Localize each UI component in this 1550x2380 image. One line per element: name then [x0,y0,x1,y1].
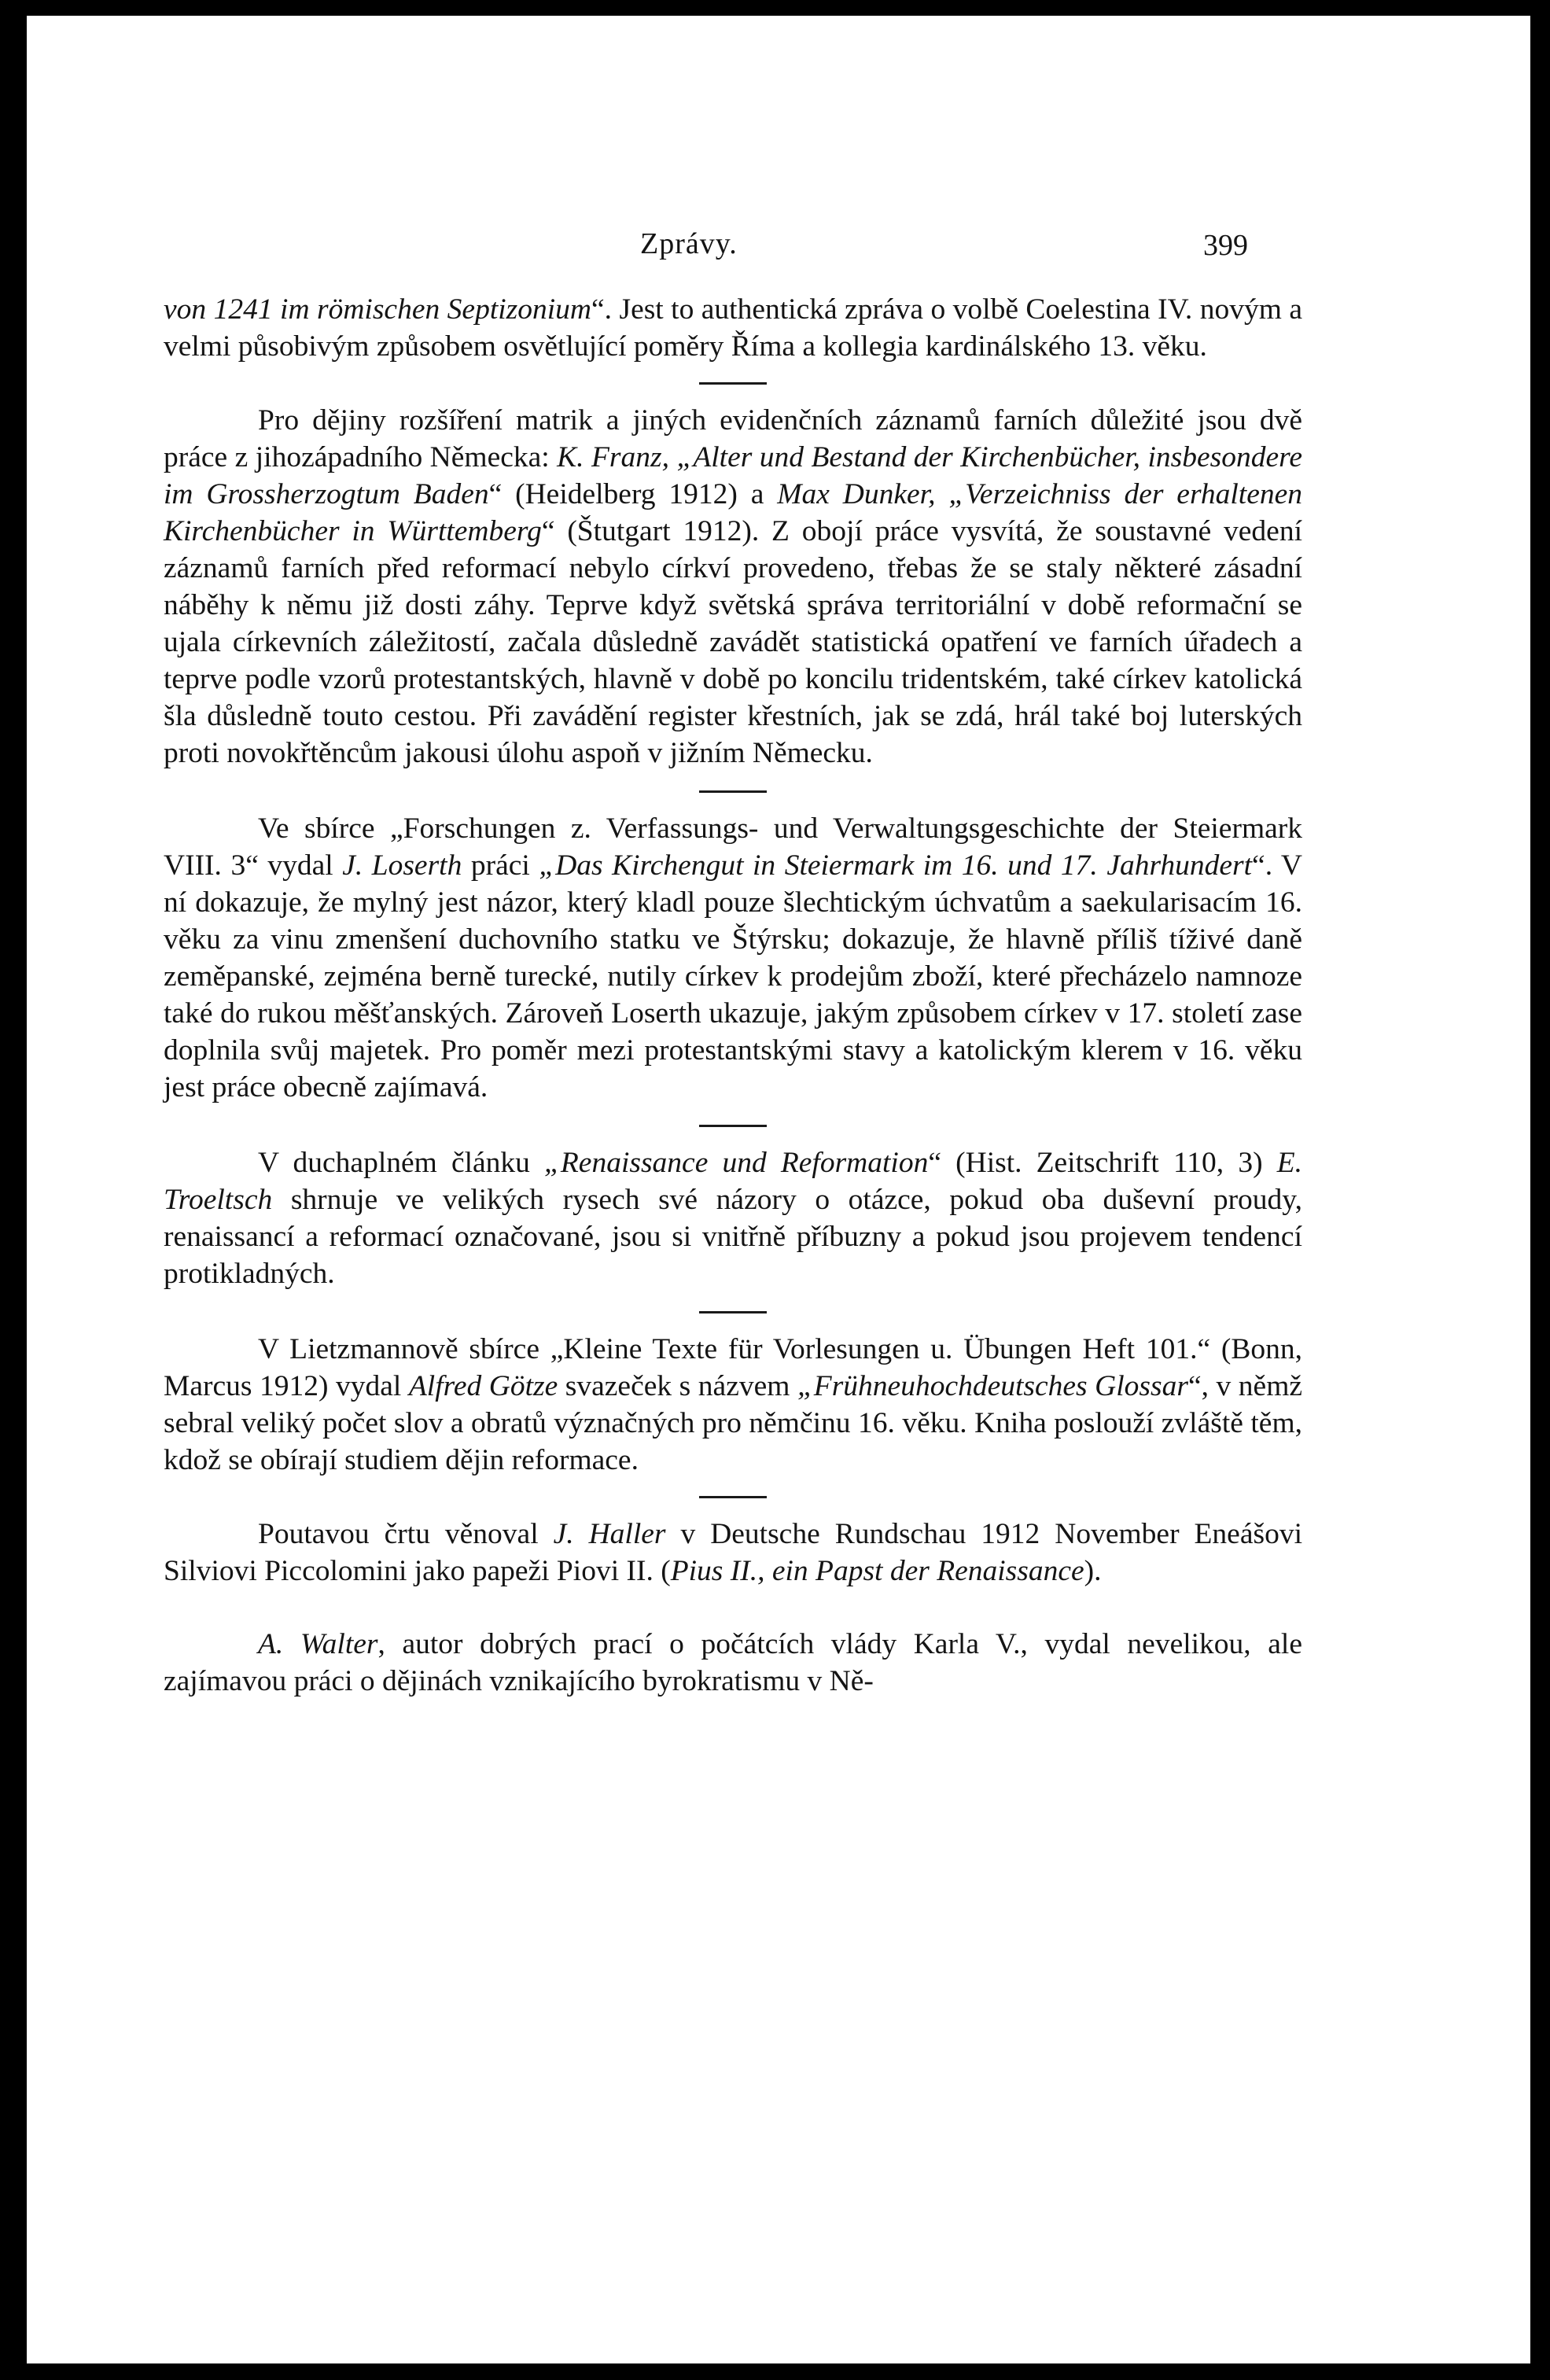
section-separator [699,790,767,793]
paragraph-septizonium [164,291,1302,365]
italic-author-loserth: J. Loserth [342,849,462,882]
paragraph-text: V duchaplném článku [258,1147,545,1179]
page-number: 399 [1203,229,1248,262]
section-separator [699,1496,767,1498]
paragraph-loserth [164,810,1302,1106]
paragraph-text: v Deutsche Rundschau 1912 November Eneášovi Silviovi Piccolomini jako papeži Piovi II. ( [164,1518,1302,1587]
italic-title-pius: Pius II., ein Papst der Renaissance [670,1555,1084,1587]
section-separator [699,1311,767,1313]
italic-title: von 1241 im römischen Septizonium [164,293,591,326]
article-body [164,291,1302,1700]
paragraph-text: svazeček s názvem [558,1370,797,1402]
paragraph-text: “ (Hist. Zeitschrift 110, 3) [928,1147,1277,1179]
paragraph-haller [164,1516,1302,1590]
italic-author-gotze: Alfred Götze [408,1370,558,1402]
paragraph-text: , autor dobrých prací o počátcích vlády Karla V., vydal nevelikou, ale zajímavou práci o dějinách vznikajícího byrokratismu v Ně- [164,1628,1302,1697]
section-separator [699,1125,767,1127]
paragraph-text: “, v němž sebral veliký počet slov a obratů význačných pro němčinu 16. věku. Kniha poslouží zvláště těm, kdož se obírají studiem dějin reformace. [164,1370,1303,1476]
running-title: Zprávy. [640,227,738,260]
paragraph-text: “. Jest to authentická zpráva o volbě Coelestina IV. novým a velmi působivým způsobem osvětlující poměry Říma a kollegia kardinálského 13. věku. [164,293,1302,363]
paragraph-text: Pro dějiny rozšíření matrik a jiných evidenčních záznamů farních důležité jsou dvě práce z jihozápadního Německa: [164,404,1302,473]
paragraph-text: Poutavou črtu věnoval [258,1518,554,1550]
paragraph-text: práci [462,849,539,882]
paragraph-troeltsch [164,1144,1302,1292]
italic-title-renaissance: „Renaissance und Reformation [544,1147,929,1179]
italic-title-glossar: „Frühneuhochdeutsches Glossar [797,1370,1188,1402]
italic-citation-franz: K. Franz, „Alter und Bestand der Kirchenbücher, insbesondere im Grossherzogtum Baden [164,441,1302,510]
italic-citation-dunker: Max Dunker, „Verzeichniss der erhaltenen Kirchenbücher in Württemberg [164,478,1302,547]
paragraph-text: shrnuje ve velikých rysech své názory o otázce, pokud oba duševní proudy, renaissancí a reformací označované, jsou si vnitřně příbuzny a pokud jsou projevem tendencí protikladných. [164,1184,1302,1290]
italic-author-troeltsch: E. Troeltsch [164,1147,1302,1216]
italic-title-kirchengut: „Das Kirchengut in Steiermark im 16. und 17. Jahrhundert [539,849,1253,882]
section-separator [699,382,767,385]
paragraph-matriky [164,402,1302,772]
paragraph-walter [164,1626,1302,1700]
paragraph-text: Ve sbírce „Forschungen z. Verfassungs- und Verwaltungsgeschichte der Steiermark VIII. 3“ vydal [164,812,1302,882]
paragraph-text: “ (Heidelberg 1912) a [488,478,778,510]
section-gap [164,1607,1302,1626]
italic-author-haller: J. Haller [553,1518,666,1550]
paragraph-gotze [164,1331,1302,1479]
paragraph-text: “ (Štutgart 1912). Z obojí práce vysvítá, že soustavné vedení záznamů farních před reformací nebylo církví provedeno, třebas že se staly některé zásadní náběhy k němu již dosti záhy. Teprve když světská správa territoriální v době reformační se ujala církevních záležitostí, začala důsledně zavádět statistická opatření ve farních úřadech a teprve podle vzorů protestantských, hlavně v době po koncilu tridentském, také církev katolická šla důsledně touto cestou. Při zavádění register křestních, jak se zdá, hrál také boj luterských proti novokřtěncům jakousi úlohu aspoň v jižním Německu. [164,515,1302,769]
paragraph-text: V Lietzmannově sbírce „Kleine Texte für Vorlesungen u. Übungen Heft 101.“ (Bonn, Marcus 1912) vydal [164,1333,1302,1402]
page-header [27,227,1530,274]
paragraph-text: ). [1084,1555,1102,1587]
italic-author-walter: A. Walter [258,1628,378,1660]
document-page [27,16,1530,2363]
paragraph-text: “. V ní dokazuje, že mylný jest názor, který kladl pouze šlechtickým úchvatům a saekularisacím 16. věku za vinu zmenšení duchovního statku ve Štýrsku; dokazuje, že hlavně příliš tíživé daně zeměpanské, zejména berně turecké, nutily církev k prodejům zboží, které přecházelo namnoze také do rukou měšťanských. Zároveň Loserth ukazuje, jakým způsobem církev v 17. století zase doplnila svůj majetek. Pro poměr mezi protestantskými stavy a katolickým klerem v 16. věku jest práce obecně zajímavá. [164,849,1302,1103]
